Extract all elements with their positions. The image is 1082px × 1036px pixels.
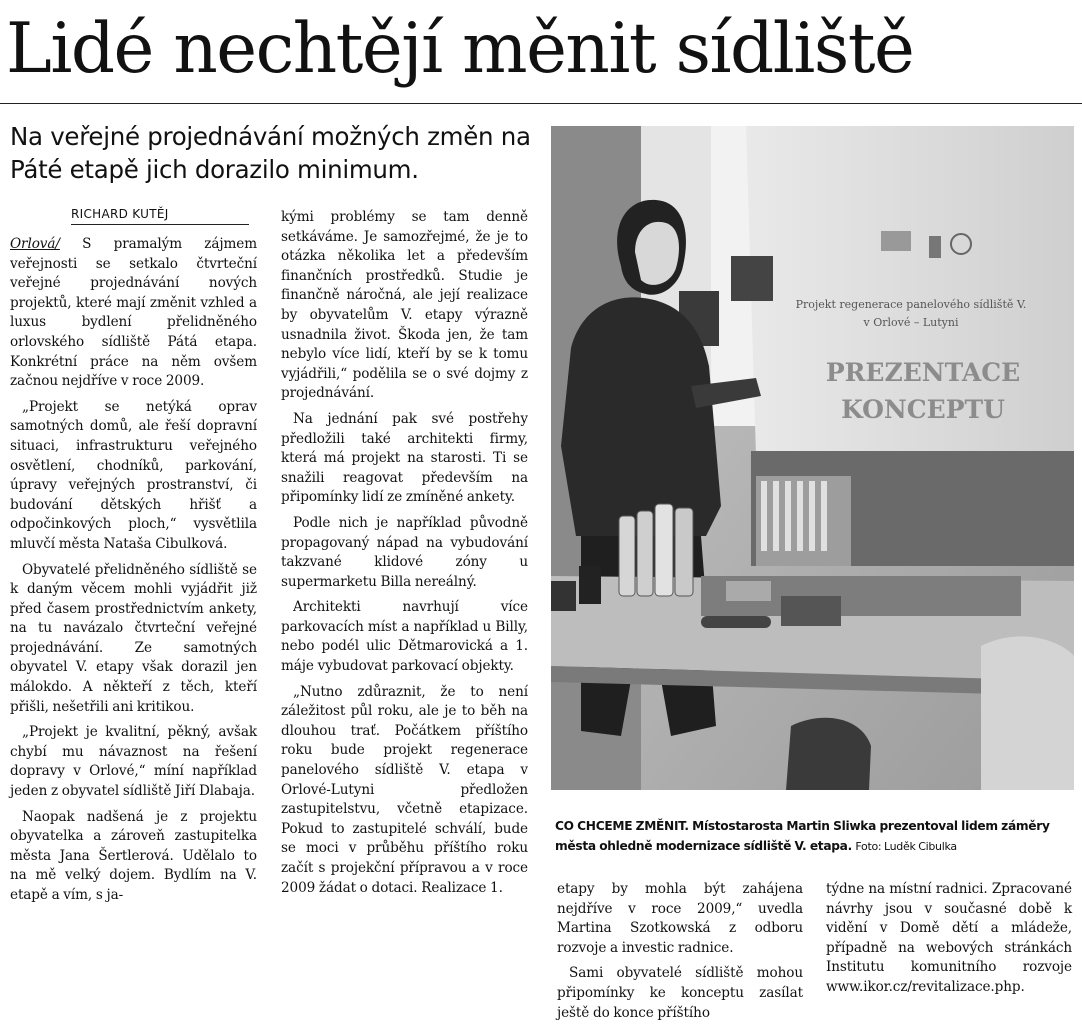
article-deck: Na veřejné projednávání možných změn na Páté etapě jich dorazilo minimum.	[10, 122, 531, 184]
caption-text: CO CHCEME ZMĚNIT. Místostarosta Martin Sliwka prezentoval lidem záměry města ohledně modernizace sídliště V. etapa.	[555, 819, 1050, 853]
text-column-1	[10, 235, 257, 912]
paragraph: „Projekt se netýká oprav samotných domů, ale řeší dopravní situaci, infrastrukturu veřejného osvětlení, chodníků, parkování, úpravy veřejných prostranství, či budování dětských hřišť a odpočinkových ploch,“ vysvětlila mluvčí města Nataša Cibulková.	[10, 398, 257, 552]
slide-subtitle-2: v Orlové – Lutyni	[863, 316, 959, 329]
paragraph: „Projekt je kvalitní, pěkný, avšak chybí mu návaznost na řešení dopravy v Orlové,“ míní například jeden z obyvatel sídliště Jiří Dlabaja.	[10, 724, 257, 800]
article-headline: Lidé nechtějí měnit sídliště	[6, 9, 914, 89]
paragraph: týdne na místní radnici. Zpracované návrhy jsou v současné době k vidění v Domě dětí a mládeže, případně na webových stránkách Institutu komunitního rozvoje www.ikor.cz/revitalizace.php.	[826, 881, 1072, 995]
paragraph: Obyvatelé přelidněného sídliště se k daným věcem mohli vyjádřit již před časem prostřednictvím ankety, na tu navázalo čtvrteční veřejné projednávání. Ze samotných obyvatel V. etapy však dorazil jen málokdo. A někteří z těch, kteří přišli, nešetřili ani kritikou.	[10, 561, 257, 715]
headline-rule	[0, 103, 1082, 104]
text-column-4	[826, 880, 1072, 1004]
paragraph: Naopak nadšená je z projektu obyvatelka a zároveň zastupitelka města Jana Šertlerová. Udělalo to na mě velký dojem. Bydlím na V. etapě a vím, s ja-	[10, 808, 257, 903]
photo-credit: Foto: Luděk Cibulka	[855, 840, 957, 853]
paragraph: „Nutno zdůraznit, že to není záležitost půl roku, ale je to běh na dlouhou trať. Počátkem příštího roku bude projekt regenerace panelového sídliště V. etapa v Orlové-Lutyni předložen zastupitelstvu, včetně etapizace. Pokud to zastupitelé schválí, bude se moci v průběhu příštího roku začít s projekční přípravou a v roce 2009 žádat o dotaci. Realizace 1.	[281, 683, 528, 896]
paragraph	[10, 235, 257, 392]
dateline: Orlová/	[10, 236, 60, 252]
paragraph: Sami obyvatelé sídliště mohou připomínky ke konceptu zasílat ještě do konce příštího	[557, 965, 803, 1021]
paragraph: etapy by mohla být zahájena nejdříve v roce 2009,“ uvedla Martina Szotkowská z odboru rozvoje a investic radnice.	[557, 881, 803, 956]
slide-title-2: KONCEPTU	[841, 395, 1005, 424]
text-column-3	[557, 880, 803, 1029]
paragraph-text: S pramalým zájmem veřejnosti se setkalo čtvrteční veřejné projednávání nových projektů, které mají změnit vzhled a luxus bydlení přelidněného orlovského sídliště Pátá etapa. Konkrétní práce na něm ovšem začnou nejdříve v roce 2009.	[10, 236, 257, 390]
bottles	[619, 504, 693, 596]
paragraph: Podle nich je například původně propagovaný nápad na vybudování takzvané klidové zóny u supermarketu Billa nereálný.	[281, 514, 528, 590]
slide-title-1: PREZENTACE	[825, 358, 1021, 387]
text-column-2	[281, 208, 528, 904]
paragraph: Na jednání pak své postřehy předložili také architekti firmy, která má projekt na starosti. Ti se snažili reagovat především na připomínky lidí ze zmíněné ankety.	[281, 410, 528, 506]
paragraph: kými problémy se tam denně setkáváme. Je samozřejmé, že je to otázka několika let a především finančních prostředků. Studie je finančně náročná, ale její realizace by obyvatelům V. etapy výrazně usnadnila život. Škoda jen, že tam nebylo více lidí, kteří by se k tomu vyjádřili,“ podělila se o své dojmy z projednávání.	[281, 209, 528, 402]
photo-caption	[555, 816, 1075, 857]
photo-illustration	[551, 126, 1074, 790]
presentation-photo	[551, 126, 1074, 790]
paragraph: Architekti navrhují více parkovacích míst a například u Billy, nebo podél ulic Dětmarovická a 1. máje vybudovat parkovací objekty.	[281, 599, 528, 675]
article-byline: RICHARD KUTĚJ	[71, 207, 249, 225]
slide-subtitle-1: Projekt regenerace panelového sídliště V.	[795, 298, 1027, 311]
